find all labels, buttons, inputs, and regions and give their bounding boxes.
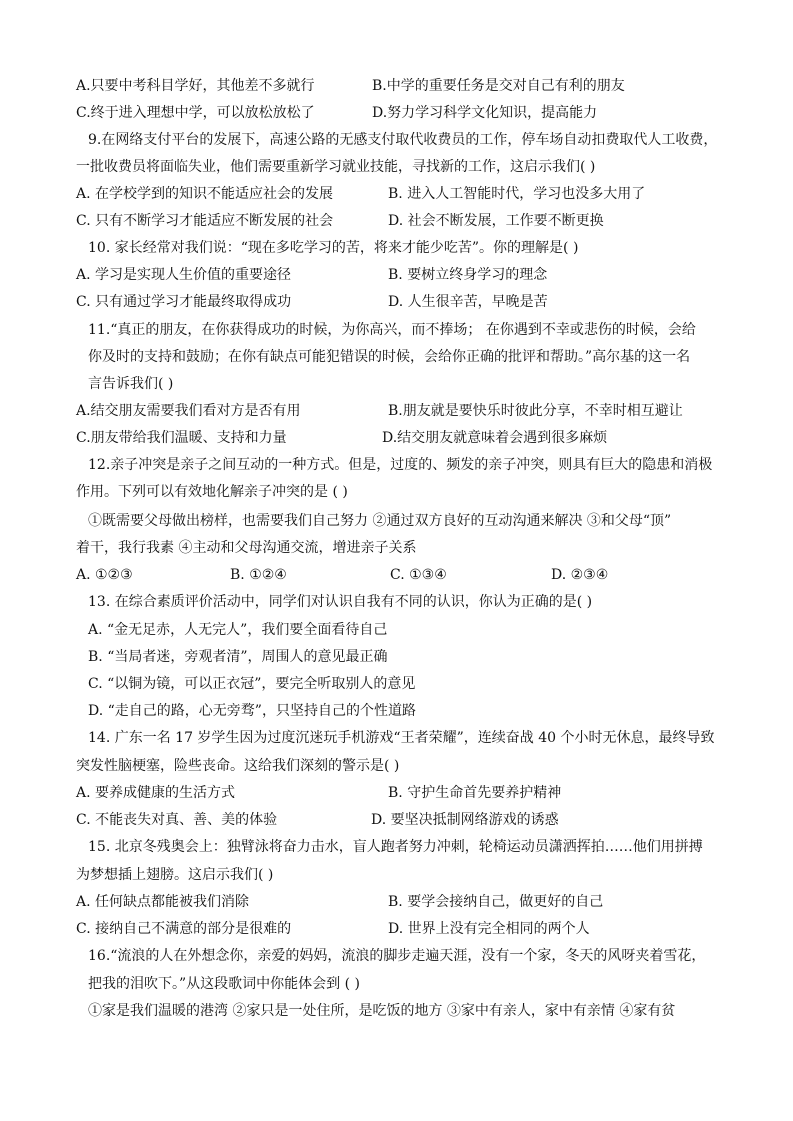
question-12-option-d: D. ②③④ — [551, 567, 609, 583]
question-15-stem-cont: 为梦想插上翅膀。这启示我们( ) — [76, 867, 274, 883]
question-10-stem: 10. 家长经常对我们说：“现在多吃学习的苦，将来才能少吃苦”。你的理解是( ) — [88, 240, 579, 256]
question-15-option-b: B. 要学会接纳自己，做更好的自己 — [388, 894, 604, 910]
question-12-stem-cont: 作用。下列可以有效地化解亲子冲突的是 ( ) — [76, 484, 348, 500]
question-9-option-c: C. 只有不断学习才能适应不断发展的社会 — [76, 213, 334, 229]
question-14-option-d: D. 要坚决抵制网络游戏的诱惑 — [371, 812, 559, 828]
question-9-option-a: A. 在学校学到的知识不能适应社会的发展 — [76, 186, 334, 202]
question-9-option-b: B. 进入人工智能时代，学习也没多大用了 — [388, 186, 646, 202]
question-13-option-c: C. “以铜为镜，可以正衣冠”，要完全听取别人的意见 — [88, 676, 416, 692]
question-9-option-d: D. 社会不断发展，工作要不断更换 — [388, 213, 604, 229]
question-12-option-b: B. ①②④ — [230, 567, 287, 583]
question-16-stem: 16.“流浪的人在外想念你，亲爱的妈妈，流浪的脚步走遍天涯，没有一个家，冬天的风呀夹着雪花， — [88, 948, 706, 964]
question-12-stem: 12.亲子冲突是亲子之间互动的一种方式。但是，过度的、频发的亲子冲突，则具有巨大的隐患和消极 — [88, 457, 713, 473]
question-11-option-d: D.结交朋友就意味着会遇到很多麻烦 — [382, 430, 608, 446]
question-11-stem: 11.“真正的朋友，在你获得成功的时候，为你高兴，而不捧场； 在你遇到不幸或悲伤的时候，会给 — [88, 322, 696, 338]
question-13-stem: 13. 在综合素质评价活动中，同学们对认识自我有不同的认识，你认为正确的是( ) — [88, 594, 593, 610]
question-13-option-d: D. “走自己的路，心无旁骛”，只坚持自己的个性道路 — [88, 703, 416, 719]
question-10-option-d: D. 人生很辛苦，早晚是苦 — [388, 294, 548, 310]
question-12-statements-cont: 着干，我行我素 ④主动和父母沟通交流，增进亲子关系 — [76, 540, 417, 556]
question-10-option-b: B. 要树立终身学习的理念 — [388, 267, 548, 283]
question-13-option-b: B. “当局者迷，旁观者清”，周围人的意见最正确 — [88, 649, 388, 665]
question-14-stem-cont: 突发性脑梗塞，险些丧命。这给我们深刻的警示是( ) — [76, 758, 400, 774]
question-11-option-c: C.朋友带给我们温暖、支持和力量 — [76, 430, 287, 446]
question-11-option-b: B.朋友就是要快乐时彼此分享，不幸时相互避让 — [388, 403, 683, 419]
question-9-stem-cont: 一批收费员将面临失业，他们需要重新学习就业技能，寻找新的工作，这启示我们( ) — [76, 159, 596, 175]
question-12-statements: ①既需要父母做出榜样，也需要我们自己努力 ②通过双方良好的互动沟通来解决 ③和父母“顶” — [88, 513, 672, 529]
question-13-option-a: A. “金无足赤，人无完人”，我们要全面看待自己 — [88, 622, 388, 638]
question-15-option-a: A. 任何缺点都能被我们消除 — [76, 894, 250, 910]
question-12-option-a: A. ①②③ — [76, 567, 133, 583]
question-16-statements: ①家是我们温暖的港湾 ②家只是一处住所，是吃饭的地方 ③家中有亲人，家中有亲情 ④家有贫 — [88, 1003, 676, 1019]
question-11-option-a: A.结交朋友需要我们看对方是否有用 — [76, 403, 301, 419]
prev-option-a: A.只要中考科目学好，其他差不多就行 — [76, 78, 315, 94]
prev-option-c: C.终于进入理想中学，可以放松放松了 — [76, 105, 315, 121]
question-15-option-d: D. 世界上没有完全相同的两个人 — [388, 921, 590, 937]
question-16-stem-cont: 把我的泪吹下。”从这段歌词中你能体会到 ( ) — [88, 976, 360, 992]
question-15-option-c: C. 接纳自己不满意的部分是很难的 — [76, 921, 292, 937]
question-10-option-a: A. 学习是实现人生价值的重要途径 — [76, 267, 292, 283]
question-11-stem-cont2: 言告诉我们( ) — [88, 376, 174, 392]
question-14-option-b: B. 守护生命首先要养护精神 — [388, 785, 562, 801]
question-15-stem: 15. 北京冬残奥会上：独臂泳将奋力击水，盲人跑者努力冲刺，轮椅运动员潇洒挥拍……他们用拼搏 — [88, 839, 703, 855]
question-10-option-c: C. 只有通过学习才能最终取得成功 — [76, 294, 292, 310]
question-14-option-c: C. 不能丧失对真、善、美的体验 — [76, 812, 278, 828]
question-14-stem: 14. 广东一名 17 岁学生因为过度沉迷玩手机游戏“王者荣耀”，连续奋战 40 个小时无休息，最终导致 — [88, 730, 715, 746]
prev-option-d: D.努力学习科学文化知识，提高能力 — [372, 105, 598, 121]
question-14-option-a: A. 要养成健康的生活方式 — [76, 785, 236, 801]
question-12-option-c: C. ①③④ — [390, 567, 447, 583]
prev-option-b: B.中学的重要任务是交对自己有利的朋友 — [372, 78, 625, 94]
question-11-stem-cont: 你及时的支持和鼓励；在你有缺点可能犯错误的时候，会给你正确的批评和帮助。”高尔基的这一名 — [88, 349, 691, 365]
question-9-stem: 9.在网络支付平台的发展下，高速公路的无感支付取代收费员的工作，停车场自动扣费取代人工收费， — [88, 132, 718, 148]
